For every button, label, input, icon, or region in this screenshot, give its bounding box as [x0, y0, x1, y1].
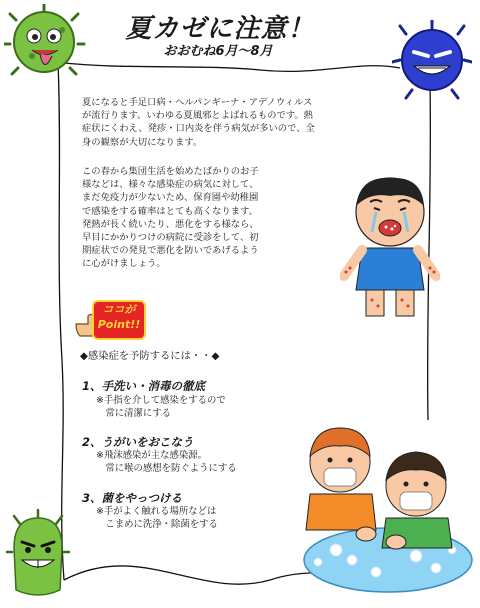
- point-badge-line1: ココが: [102, 303, 136, 316]
- prevention-item-note: ※手指を介して感染をするので 常に清潔にする: [96, 395, 226, 419]
- prevention-heading: ◆感染症を予防するには・・◆: [80, 350, 220, 362]
- green-virus-icon: [4, 4, 86, 82]
- point-badge: [74, 300, 144, 340]
- prevention-item-title: 1、手洗い・消毒の徹底: [82, 379, 206, 393]
- sick-child-illustration: [340, 172, 440, 322]
- prevention-item-title: 3、菌をやっつける: [82, 491, 183, 505]
- prevention-item-note: ※飛沫感染が主な感染源。 常に喉の感想を防ぐようにする: [96, 450, 237, 474]
- prevention-item-note: ※手がよく触れる場所などは こまめに洗浄・除菌をする: [96, 506, 218, 530]
- season-subtitle: おおむね6月～8月: [163, 44, 273, 59]
- point-badge-line2: Point!!: [97, 318, 141, 331]
- point-badge-label: [92, 300, 146, 340]
- intro-paragraph-2: この春から集団生活を始めたばかりのお子 様などは、様々な感染症の病気に対して、 まだ免疫力が少ないため、保育園や幼稚園 で感染をする確率はとても高くなります。 発熱が長く続いたり、悪化をする様なら、 早目にかかりつけの病院に受診をして、初 期症状での発見で悪化を防いであげるよう に心がけましょう。: [82, 166, 259, 270]
- children-handwashing-illustration: [296, 410, 476, 600]
- intro-paragraph-1: 夏になると手足口病・ヘルパンギーナ・アデノウィルス が流行ります。いわゆる夏風邪とよばれるものです。熱 症状にくわえ、発疹・口内炎を伴う病気が多いので、全 身の観察が大切になります。: [82, 97, 315, 148]
- prevention-item-title: 2、うがいをおこなう: [82, 435, 194, 449]
- page-title: 夏カゼに注意！: [125, 14, 315, 44]
- green-germ-icon: [6, 508, 70, 602]
- blue-virus-icon: [392, 20, 472, 100]
